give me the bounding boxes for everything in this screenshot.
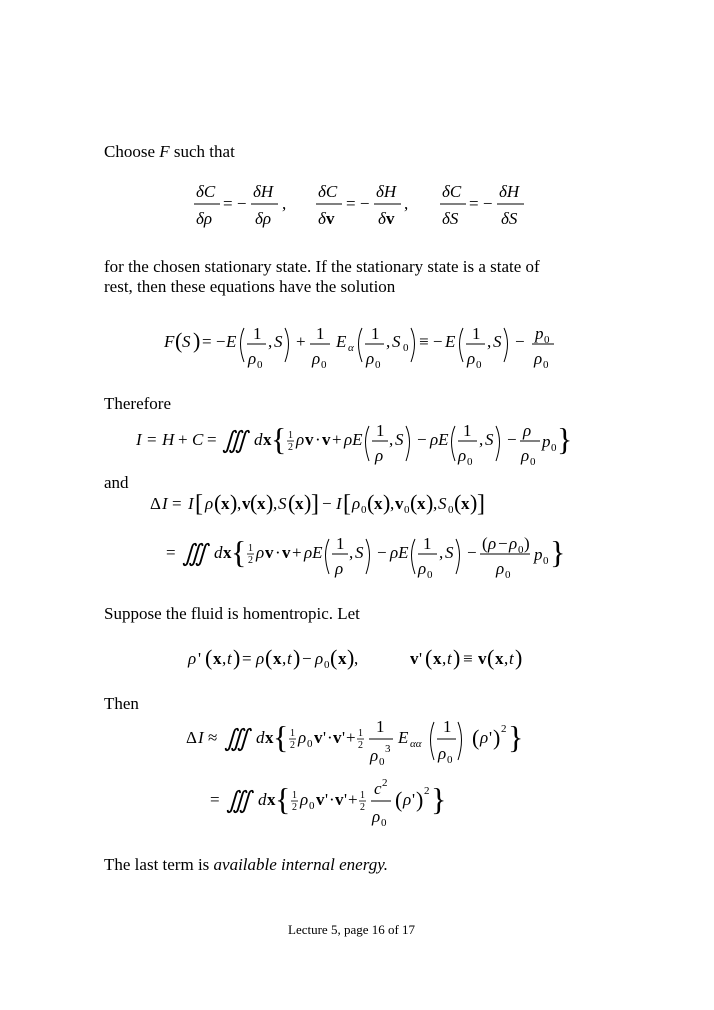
svg-text:,: ,: [386, 332, 391, 351]
svg-text:−: −: [417, 430, 427, 449]
svg-text:∭: ∭: [224, 726, 250, 752]
svg-text:x: x: [417, 494, 426, 513]
svg-text:}: }: [508, 719, 524, 755]
svg-text:): ): [453, 645, 461, 670]
equation-delta-I-definition: [150, 487, 510, 521]
svg-text:δC: δC: [442, 182, 462, 201]
svg-text:,: ,: [282, 194, 287, 213]
svg-text:): ): [230, 490, 238, 515]
svg-text:x: x: [433, 649, 442, 668]
intro-text: Choose: [104, 142, 160, 161]
svg-text:−: −: [302, 649, 312, 668]
svg-text:ρE: ρE: [390, 543, 409, 562]
svg-text:·: ·: [329, 790, 335, 809]
svg-text:ρ: ρ: [352, 494, 361, 513]
svg-text:v: v: [333, 728, 342, 747]
svg-text:ρ: ρ: [372, 807, 381, 826]
svg-text:ρ: ρ: [403, 790, 412, 809]
svg-text:d: d: [214, 543, 223, 562]
svg-text:0: 0: [375, 359, 381, 371]
svg-text:≡ −: ≡ −: [419, 332, 443, 351]
svg-text:,: ,: [404, 194, 409, 213]
svg-text:v: v: [305, 430, 314, 449]
svg-text:α: α: [348, 342, 354, 354]
svg-text:): ): [347, 645, 355, 670]
svg-text:δ: δ: [378, 209, 386, 228]
svg-text:0: 0: [530, 456, 536, 468]
therefore-label: Therefore: [104, 394, 172, 413]
svg-text:1: 1: [360, 790, 365, 801]
svg-text:': ': [344, 790, 348, 809]
svg-text:1: 1: [336, 534, 345, 553]
svg-text:}: }: [431, 781, 447, 817]
svg-text:': ': [342, 728, 346, 747]
svg-text:{: {: [271, 421, 287, 457]
svg-text:S: S: [438, 494, 447, 513]
svg-text:ρ: ρ: [300, 790, 309, 809]
svg-text:=: =: [242, 649, 252, 668]
svg-text:·: ·: [275, 543, 281, 562]
svg-text:(: (: [205, 645, 213, 670]
svg-text:ρ: ρ: [523, 421, 532, 440]
svg-text:): ): [515, 645, 523, 670]
svg-text:ρ: ρ: [534, 349, 543, 368]
svg-text:C: C: [192, 430, 204, 449]
svg-text:S: S: [274, 332, 283, 351]
svg-text:x: x: [257, 494, 266, 513]
svg-text:+: +: [178, 430, 188, 449]
svg-text:): ): [524, 534, 530, 553]
svg-text:∭: ∭: [222, 428, 248, 454]
stationary-paragraph-line2: rest, then these equations have the solution: [104, 277, 396, 296]
svg-text:v: v: [265, 543, 274, 562]
svg-text:2: 2: [382, 777, 388, 789]
svg-text:2: 2: [248, 555, 253, 566]
svg-text:= −: = −: [223, 194, 247, 213]
svg-text:): ): [233, 645, 241, 670]
svg-text:1: 1: [253, 324, 262, 343]
svg-text:x: x: [374, 494, 383, 513]
closing-emphasis: available internal energy.: [213, 855, 389, 874]
svg-text:): ): [304, 490, 312, 515]
svg-text:+: +: [332, 430, 342, 449]
svg-text:0: 0: [447, 754, 453, 766]
svg-text:1: 1: [290, 728, 295, 739]
svg-text:=: =: [207, 430, 217, 449]
svg-text:t: t: [287, 649, 292, 668]
svg-text:': ': [198, 649, 202, 668]
svg-text:0: 0: [551, 442, 557, 454]
svg-text:(: (: [487, 645, 495, 670]
svg-text:+: +: [346, 728, 356, 747]
svg-text:,: ,: [442, 649, 447, 668]
page-footer: Lecture 5, page 16 of 17: [288, 922, 416, 937]
svg-text:ρ: ρ: [480, 728, 489, 747]
svg-text:(: (: [288, 490, 296, 515]
svg-text:x: x: [461, 494, 470, 513]
svg-text:2: 2: [292, 802, 297, 813]
svg-text:S: S: [493, 332, 502, 351]
svg-text:=: =: [166, 543, 176, 562]
svg-text:=: =: [147, 430, 157, 449]
svg-text:ρ: ρ: [296, 430, 305, 449]
svg-text:2: 2: [288, 442, 293, 453]
closing-paragraph: [104, 853, 388, 876]
svg-text:ρE: ρE: [304, 543, 323, 562]
svg-text:δS: δS: [501, 209, 518, 228]
svg-text:ρ: ρ: [335, 559, 344, 578]
svg-text:1: 1: [423, 534, 432, 553]
svg-text:S: S: [278, 494, 287, 513]
svg-text:): ): [470, 490, 478, 515]
svg-text:1: 1: [358, 728, 363, 739]
svg-text:v: v: [410, 649, 419, 668]
svg-text:E: E: [226, 332, 237, 351]
svg-text:ρ: ρ: [521, 446, 530, 465]
svg-text:αα: αα: [410, 738, 422, 750]
svg-text:S: S: [445, 543, 454, 562]
svg-text:{: {: [275, 781, 291, 817]
svg-text:−: −: [507, 430, 517, 449]
svg-text:ρ: ρ: [467, 349, 476, 368]
svg-text:v: v: [282, 543, 291, 562]
svg-text:2: 2: [424, 785, 430, 797]
svg-text:S: S: [392, 332, 401, 351]
svg-text:(: (: [472, 725, 480, 750]
svg-text:+: +: [292, 543, 302, 562]
svg-text:]: ]: [311, 491, 319, 517]
intro-text-end: such that: [169, 142, 235, 161]
svg-text:S: S: [182, 332, 191, 351]
svg-text:ρ: ρ: [315, 649, 324, 668]
svg-text:): ): [383, 490, 391, 515]
svg-text:0: 0: [505, 569, 511, 581]
svg-text:,: ,: [479, 430, 484, 449]
svg-text:(: (: [454, 490, 462, 515]
closing-text: The last term is: [104, 855, 214, 874]
equation-delta-I-expanded: [166, 527, 566, 583]
svg-text:∭: ∭: [182, 541, 208, 567]
svg-text:x: x: [265, 728, 274, 747]
svg-text:p: p: [534, 545, 543, 564]
svg-text:(: (: [482, 534, 488, 553]
svg-text:−: −: [498, 534, 508, 553]
svg-text:δC: δC: [318, 182, 338, 201]
svg-text:d: d: [256, 728, 265, 747]
svg-text:}: }: [557, 421, 573, 457]
svg-text:0: 0: [307, 738, 313, 750]
svg-text:): ): [416, 787, 424, 812]
svg-text:,: ,: [222, 649, 227, 668]
svg-text:): ): [493, 725, 501, 750]
svg-text:,: ,: [504, 649, 509, 668]
svg-text:0: 0: [381, 817, 387, 829]
svg-text:1: 1: [316, 324, 325, 343]
svg-text:0: 0: [448, 504, 454, 516]
svg-text:v: v: [386, 209, 395, 228]
svg-text:v: v: [335, 790, 344, 809]
svg-text:d: d: [258, 790, 267, 809]
svg-text:(: (: [214, 490, 222, 515]
svg-text:,: ,: [282, 649, 287, 668]
svg-text:I: I: [136, 430, 142, 449]
svg-text:ρ: ρ: [509, 534, 518, 553]
svg-text:−: −: [377, 543, 387, 562]
svg-text:1: 1: [248, 543, 253, 554]
svg-text:,: ,: [349, 543, 354, 562]
svg-text:0: 0: [379, 756, 385, 768]
svg-text:': ': [325, 790, 329, 809]
svg-text:v: v: [242, 494, 251, 513]
svg-text:]: ]: [477, 491, 485, 517]
svg-text:·: ·: [327, 728, 333, 747]
svg-text:ρ: ρ: [375, 446, 384, 465]
svg-text:(: (: [410, 490, 418, 515]
svg-text:0: 0: [361, 504, 367, 516]
svg-text:+: +: [348, 790, 358, 809]
svg-text:[: [: [343, 491, 351, 517]
svg-text:v: v: [326, 209, 335, 228]
svg-text:S: S: [485, 430, 494, 449]
svg-text:0: 0: [321, 359, 327, 371]
svg-text:Δ: Δ: [186, 728, 197, 747]
svg-text:': ': [323, 728, 327, 747]
svg-text:': ': [419, 649, 423, 668]
svg-text:I: I: [162, 494, 168, 513]
svg-text:1: 1: [371, 324, 380, 343]
svg-text:≡: ≡: [463, 649, 473, 668]
svg-text:Δ: Δ: [150, 494, 161, 513]
svg-text:ρ: ρ: [458, 446, 467, 465]
svg-text:,: ,: [273, 494, 278, 513]
svg-text:x: x: [338, 649, 347, 668]
svg-text:0: 0: [403, 342, 409, 354]
svg-text:v: v: [316, 790, 325, 809]
svg-text:3: 3: [385, 743, 391, 755]
svg-text:ρE: ρE: [430, 430, 449, 449]
svg-text:ρ: ρ: [312, 349, 321, 368]
equation-invariant-I: [136, 414, 573, 470]
svg-text:,: ,: [439, 543, 444, 562]
svg-text:1: 1: [376, 717, 385, 736]
svg-text:0: 0: [257, 359, 263, 371]
svg-text:1: 1: [376, 421, 385, 440]
svg-text:I: I: [336, 494, 342, 513]
svg-text:ρ: ρ: [370, 746, 379, 765]
svg-text:I: I: [188, 494, 194, 513]
svg-text:= −: = −: [469, 194, 493, 213]
svg-text:}: }: [550, 534, 566, 570]
svg-text:ρ: ρ: [496, 559, 505, 578]
svg-text:1: 1: [463, 421, 472, 440]
svg-text:ρ: ρ: [205, 494, 214, 513]
equation-perturbations: [188, 644, 528, 674]
svg-text:0: 0: [404, 504, 410, 516]
svg-text:ρ: ρ: [256, 543, 265, 562]
svg-text:0: 0: [518, 544, 524, 556]
svg-text:·: ·: [315, 430, 321, 449]
svg-text:c: c: [374, 779, 382, 798]
svg-text:δρ: δρ: [255, 209, 272, 228]
svg-text:,: ,: [268, 332, 273, 351]
svg-text:S: S: [395, 430, 404, 449]
svg-text:): ): [266, 490, 274, 515]
svg-text:0: 0: [309, 800, 315, 812]
svg-text:0: 0: [543, 359, 549, 371]
stationary-paragraph-line1: for the chosen stationary state. If the stationary state is a state of: [104, 257, 540, 276]
svg-text:ρ: ρ: [438, 744, 447, 763]
svg-text:,: ,: [487, 332, 492, 351]
svg-text:t: t: [227, 649, 232, 668]
svg-text:[: [: [195, 491, 203, 517]
svg-text:ρ: ρ: [366, 349, 375, 368]
svg-text:ρ: ρ: [298, 728, 307, 747]
svg-text:t: t: [509, 649, 514, 668]
svg-text:p: p: [535, 324, 544, 343]
svg-text:0: 0: [543, 555, 549, 567]
svg-text:E: E: [398, 728, 409, 747]
svg-text:,: ,: [389, 430, 394, 449]
svg-text:x: x: [295, 494, 304, 513]
svg-text:v: v: [395, 494, 404, 513]
svg-text:t: t: [447, 649, 452, 668]
svg-text:1: 1: [443, 717, 452, 736]
svg-text:ρ: ρ: [256, 649, 265, 668]
svg-text:δ: δ: [318, 209, 326, 228]
svg-text:d: d: [254, 430, 263, 449]
svg-text:,: ,: [390, 494, 395, 513]
svg-text:S: S: [355, 543, 364, 562]
svg-text:(: (: [175, 328, 183, 353]
svg-text:ρ: ρ: [188, 649, 197, 668]
equation-delta-I-sound-speed: [210, 774, 470, 832]
svg-text:0: 0: [544, 334, 550, 346]
svg-text:δC: δC: [196, 182, 216, 201]
svg-text:δρ: δρ: [196, 209, 213, 228]
svg-text:x: x: [273, 649, 282, 668]
svg-text:v: v: [478, 649, 487, 668]
and-label: and: [104, 473, 129, 492]
svg-text:{: {: [231, 534, 247, 570]
svg-text:x: x: [221, 494, 230, 513]
svg-text:(: (: [425, 645, 433, 670]
svg-text:E: E: [445, 332, 456, 351]
equation-delta-I-approximation: [186, 710, 546, 772]
svg-text:2: 2: [290, 740, 295, 751]
svg-text:2: 2: [501, 723, 507, 735]
svg-text:−: −: [515, 332, 525, 351]
svg-text:≈: ≈: [208, 728, 218, 747]
svg-text:2: 2: [358, 740, 363, 751]
svg-text:=: =: [210, 790, 220, 809]
homentropic-paragraph: Suppose the fluid is homentropic. Let: [104, 604, 360, 623]
svg-text:H: H: [162, 430, 175, 449]
svg-text:x: x: [495, 649, 504, 668]
svg-text:ρ: ρ: [248, 349, 257, 368]
then-label: Then: [104, 694, 139, 713]
equation-casimir-solution: [164, 318, 564, 374]
svg-text:=: =: [172, 494, 182, 513]
svg-text:ρ: ρ: [488, 534, 497, 553]
svg-text:−: −: [467, 543, 477, 562]
svg-text:p: p: [542, 432, 551, 451]
intro-paragraph: [104, 140, 235, 163]
svg-text:0: 0: [427, 569, 433, 581]
svg-text:{: {: [273, 719, 289, 755]
svg-text:2: 2: [360, 802, 365, 813]
svg-text:E: E: [336, 332, 347, 351]
svg-text:(: (: [330, 645, 338, 670]
svg-text:−: −: [322, 494, 332, 513]
svg-text:ρ: ρ: [418, 559, 427, 578]
svg-text:I: I: [198, 728, 204, 747]
svg-text:ρE: ρE: [344, 430, 363, 449]
svg-text:,: ,: [433, 494, 438, 513]
equation-variational-conditions: [190, 178, 530, 230]
svg-text:): ): [293, 645, 301, 670]
svg-text:): ): [193, 328, 201, 353]
intro-variable: F: [159, 142, 170, 161]
svg-text:': ': [489, 728, 493, 747]
svg-text:): ): [426, 490, 434, 515]
svg-text:= −: = −: [346, 194, 370, 213]
svg-text:(: (: [395, 787, 403, 812]
svg-text:x: x: [267, 790, 276, 809]
svg-text:x: x: [223, 543, 232, 562]
svg-text:': ': [412, 790, 416, 809]
svg-text:δH: δH: [376, 182, 397, 201]
svg-text:,: ,: [237, 494, 242, 513]
svg-text:x: x: [263, 430, 272, 449]
svg-text:(: (: [265, 645, 273, 670]
svg-text:1: 1: [472, 324, 481, 343]
svg-text:δS: δS: [442, 209, 459, 228]
svg-text:0: 0: [467, 456, 473, 468]
svg-text:x: x: [213, 649, 222, 668]
svg-text:1: 1: [292, 790, 297, 801]
svg-text:δH: δH: [499, 182, 520, 201]
svg-text:v: v: [314, 728, 323, 747]
svg-text:∭: ∭: [226, 788, 252, 814]
svg-text:0: 0: [476, 359, 482, 371]
svg-text:v: v: [322, 430, 331, 449]
svg-text:0: 0: [324, 659, 330, 671]
svg-text:+: +: [296, 332, 306, 351]
svg-text:,: ,: [354, 649, 359, 668]
svg-text:δH: δH: [253, 182, 274, 201]
svg-text:F: F: [164, 332, 175, 351]
svg-text:= −: = −: [202, 332, 226, 351]
svg-text:(: (: [367, 490, 375, 515]
svg-text:(: (: [250, 490, 258, 515]
svg-text:1: 1: [288, 430, 293, 441]
